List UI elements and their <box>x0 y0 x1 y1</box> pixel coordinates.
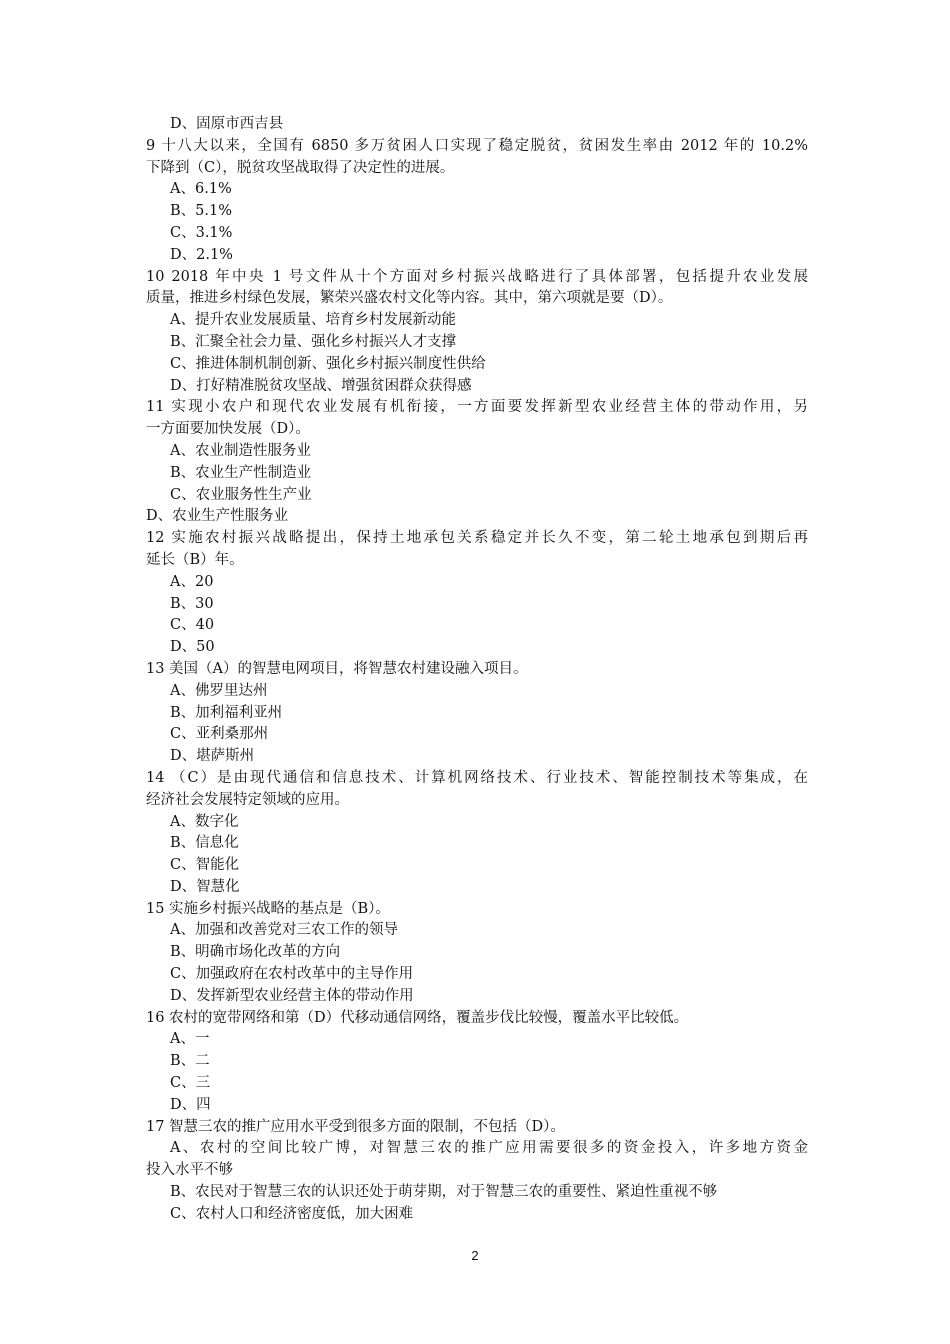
answer-option: B、汇聚全社会力量、强化乡村振兴人才支撑 <box>170 333 457 350</box>
question-line: 质量，推进乡村绿色发展，繁荣兴盛农村文化等内容。其中，第六项就是要（D）。 <box>146 290 673 307</box>
answer-option: B、二 <box>170 1053 210 1070</box>
answer-option: D、四 <box>170 1096 211 1113</box>
answer-option: D、发挥新型农业经营主体的带动作用 <box>170 987 414 1004</box>
page-number: 2 <box>471 1248 479 1263</box>
answer-option: D、智慧化 <box>170 878 240 895</box>
question-line: 下降到（C），脱贫攻坚战取得了决定性的进展。 <box>146 159 455 176</box>
answer-option: C、加强政府在农村改革中的主导作用 <box>170 966 414 983</box>
question-line: 投入水平不够 <box>146 1162 233 1179</box>
answer-option: A、农村的空间比较广博，对智慧三农的推广应用需要很多的资金投入，许多地方资金 <box>170 1140 808 1157</box>
answer-option: B、农民对于智慧三农的认识还处于萌芽期，对于智慧三农的重要性、紧迫性重视不够 <box>170 1184 718 1201</box>
question-line: 16 农村的宽带网络和第（D）代移动通信网络，覆盖步伐比较慢，覆盖水平比较低。 <box>146 1009 689 1026</box>
answer-option: A、20 <box>170 573 214 590</box>
answer-option: A、加强和改善党对三农工作的领导 <box>170 922 398 939</box>
question-line: 经济社会发展特定领域的应用。 <box>146 791 349 808</box>
answer-option: C、40 <box>170 617 215 634</box>
answer-option: B、明确市场化改革的方向 <box>170 944 341 961</box>
question-line: 延长（B）年。 <box>146 551 244 568</box>
question-line: 12 实施农村振兴战略提出，保持土地承包关系稳定并长久不变，第二轮土地承包到期后再 <box>146 530 808 547</box>
question-line: 11 实现小农户和现代农业发展有机衔接，一方面要发挥新型农业经营主体的带动作用，另 <box>146 399 808 416</box>
answer-option: C、智能化 <box>170 857 240 874</box>
answer-option: A、数字化 <box>170 813 239 830</box>
question-line: 14 （C）是由现代通信和信息技术、计算机网络技术、行业技术、智能控制技术等集成，在 <box>146 769 808 786</box>
answer-option: A、佛罗里达州 <box>170 682 268 699</box>
answer-option: B、30 <box>170 595 214 612</box>
question-list <box>146 114 808 1226</box>
answer-option: C、推进体制机制创新、强化乡村振兴制度性供给 <box>170 355 486 372</box>
answer-option: B、农业生产性制造业 <box>170 464 312 481</box>
answer-option: B、加利福利亚州 <box>170 704 283 721</box>
answer-option: C、3.1% <box>170 224 233 241</box>
question-line: 10 2018 年中央 1 号文件从十个方面对乡村振兴战略进行了具体部署，包括提升农业发展 <box>146 268 808 285</box>
question-line: 9 十八大以来，全国有 6850 多万贫困人口实现了稳定脱贫，贫困发生率由 2012 年的 10.2% <box>146 137 808 154</box>
question-line: 一方面要加快发展（D）。 <box>146 421 310 438</box>
question-line: 13 美国（A）的智慧电网项目，将智慧农村建设融入项目。 <box>146 660 528 677</box>
answer-option: C、农村人口和经济密度低，加大困难 <box>170 1205 414 1222</box>
answer-option: D、打好精准脱贫攻坚战、增强贫困群众获得感 <box>170 377 472 394</box>
answer-option: A、农业制造性服务业 <box>170 442 311 459</box>
answer-option: D、50 <box>170 639 215 656</box>
question-line: 17 智慧三农的推广应用水平受到很多方面的限制，不包括（D）。 <box>146 1118 565 1135</box>
answer-option: C、三 <box>170 1075 211 1092</box>
answer-option: B、5.1% <box>170 203 232 220</box>
answer-option: A、一 <box>170 1031 210 1048</box>
answer-option: C、亚利桑那州 <box>170 726 269 743</box>
answer-option: D、2.1% <box>170 246 233 263</box>
answer-option: D、堪萨斯州 <box>170 748 255 765</box>
answer-option: A、提升农业发展质量、培育乡村发展新动能 <box>170 312 456 329</box>
question-line: 15 实施乡村振兴战略的基点是（B）。 <box>146 900 390 917</box>
answer-option: A、6.1% <box>170 181 232 198</box>
answer-option: D、固原市西吉县 <box>170 116 284 132</box>
answer-option: B、信息化 <box>170 835 239 852</box>
answer-option: D、农业生产性服务业 <box>146 508 289 525</box>
answer-option: C、农业服务性生产业 <box>170 486 312 503</box>
